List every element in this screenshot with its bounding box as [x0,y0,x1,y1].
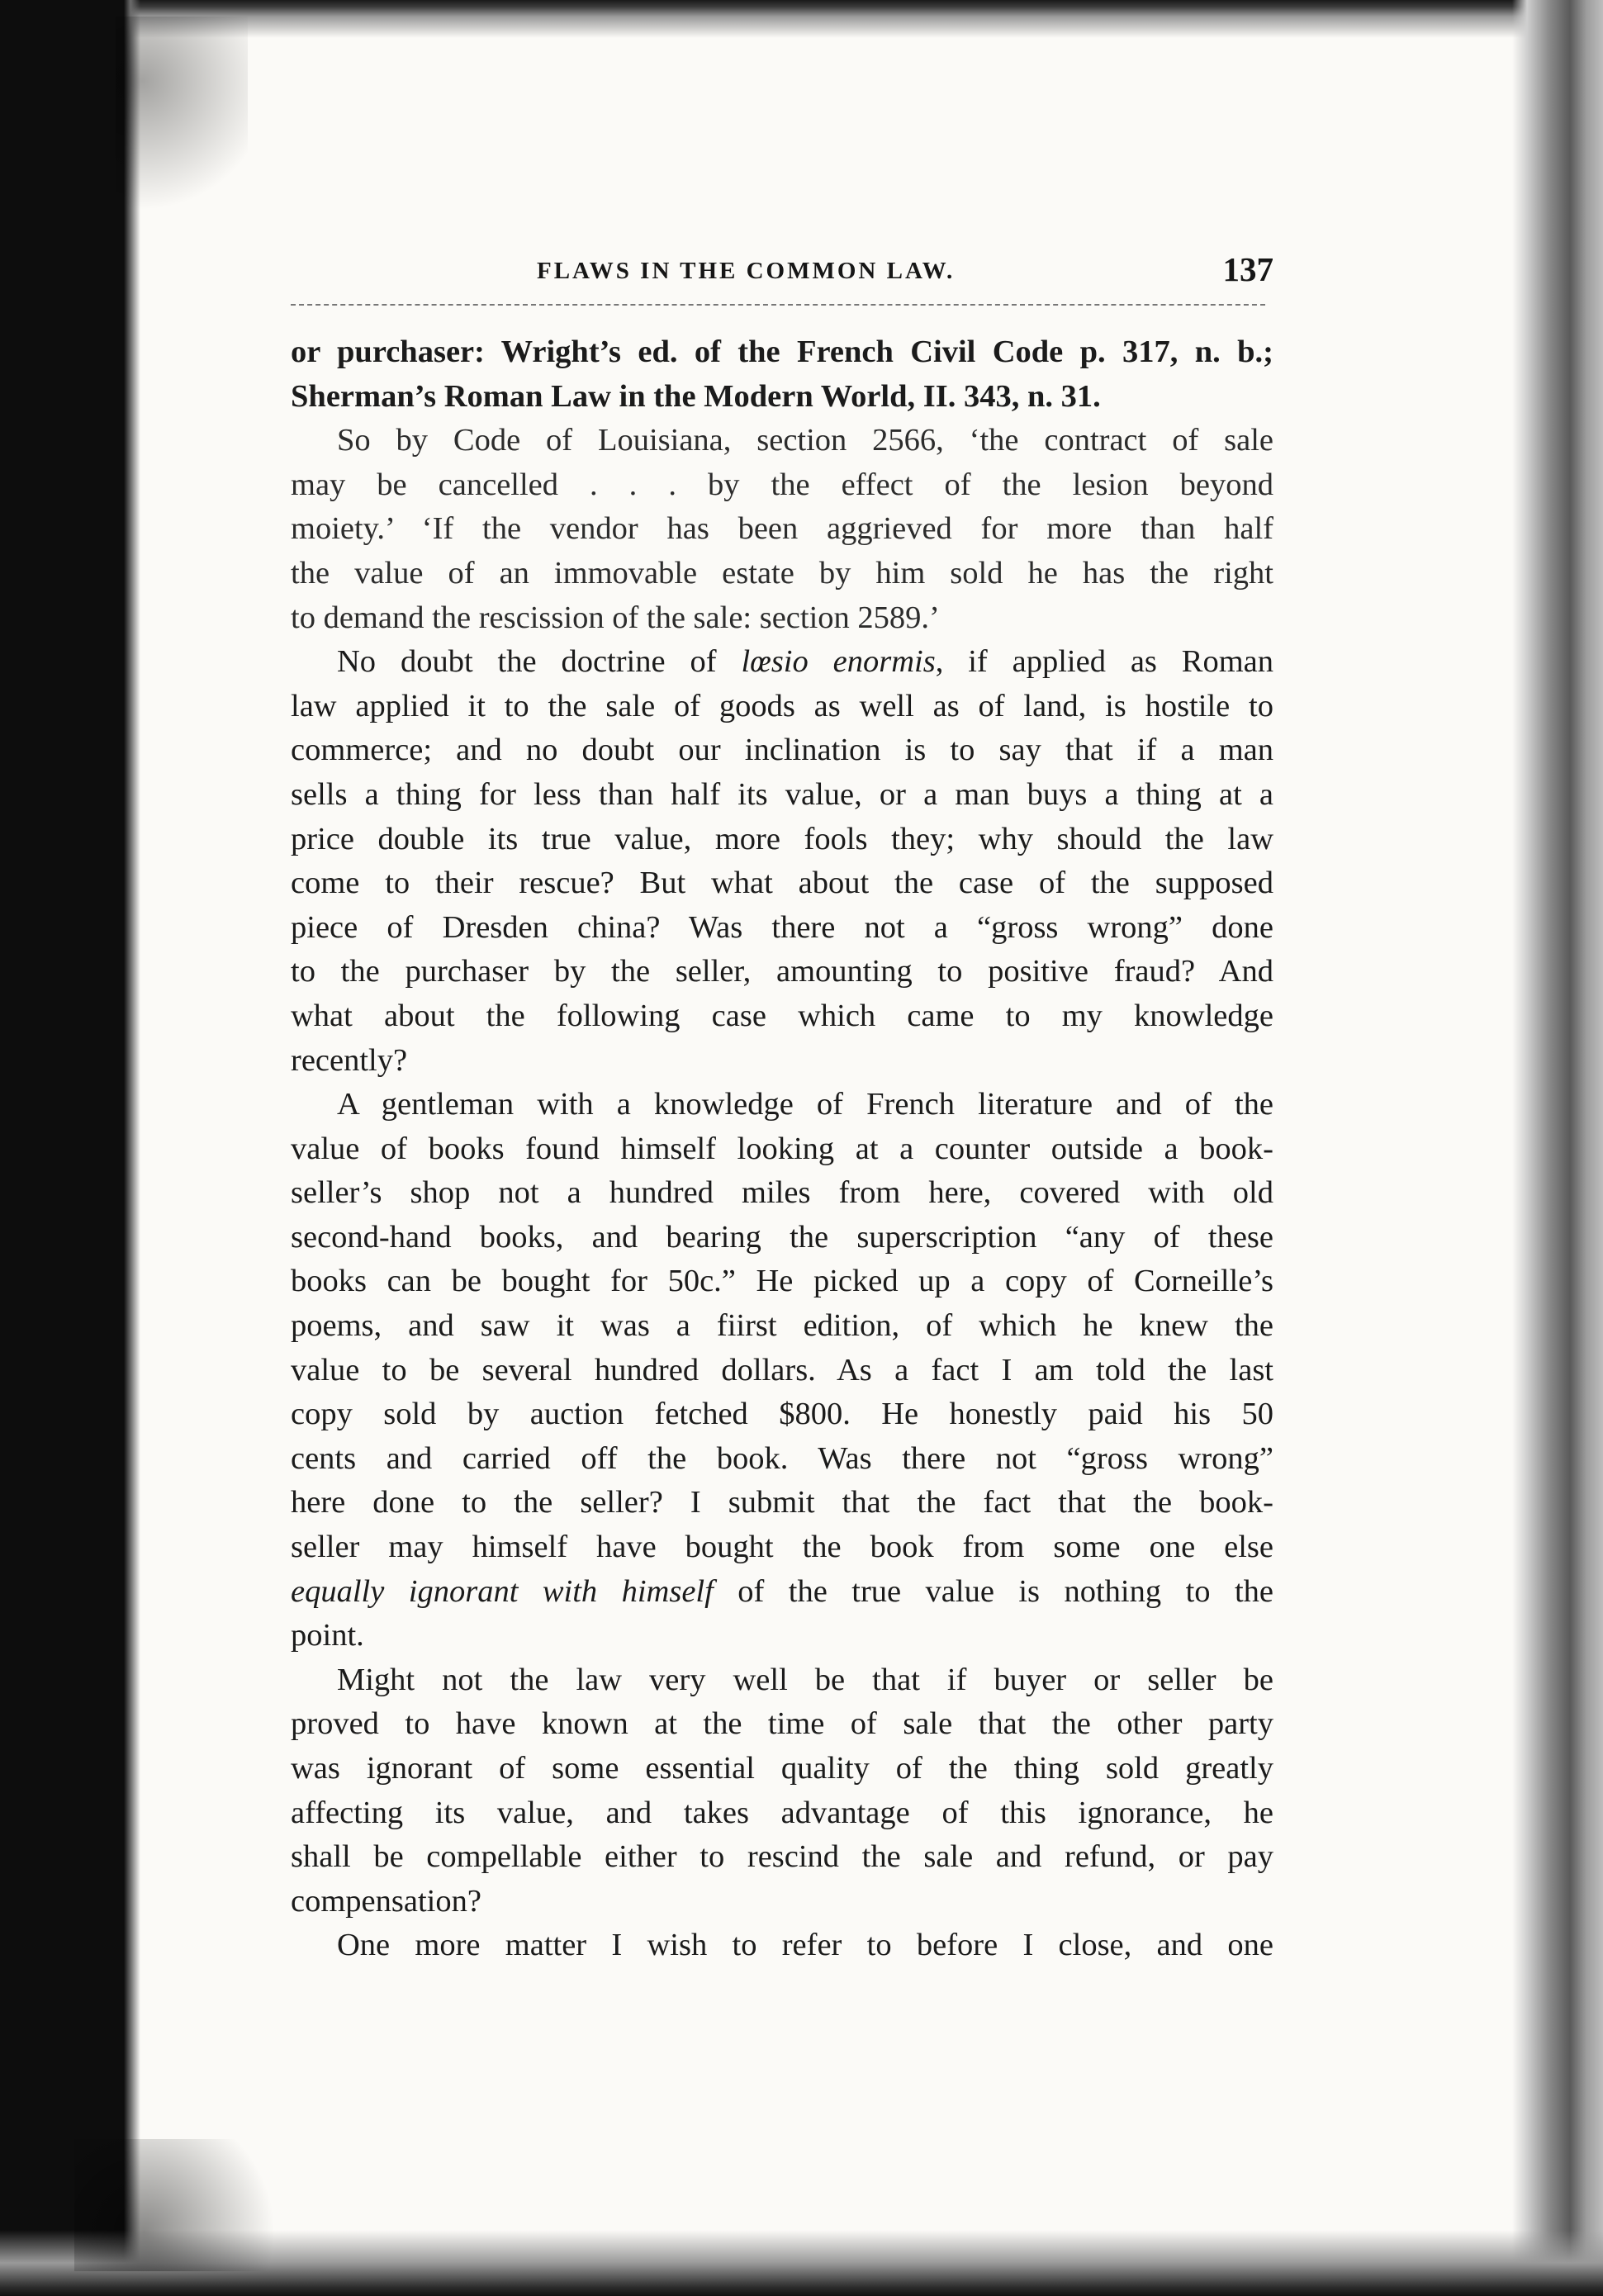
text-line: to the purchaser by the seller, amounting to positive fraud? And [291,954,1273,989]
text-line: what about the following case which came to my knowledge [291,998,1273,1033]
text-run: No doubt the doctrine of [337,644,742,680]
text-line: law applied it to the sale of goods as well as of land, is hostile to [291,688,1273,723]
scan-noise-corner [74,2139,306,2271]
text-line: or purchaser: Wright’s ed. of the French Civil Code p. 317, n. b.; [291,334,1273,369]
running-title: FLAWS IN THE COMMON LAW. [537,258,956,284]
text-line: commerce; and no doubt our inclination is to say that if a man [291,733,1273,768]
italic-phrase: equally ignorant with himself [291,1573,714,1609]
text-line: compensation? [291,1883,481,1919]
paragraph-1 [291,330,1273,419]
text-line [291,1570,1273,1615]
text-line: here done to the seller? I submit that the fact that the book- [291,1485,1273,1520]
text-line: may be cancelled . . . by the effect of the lesion beyond [291,467,1273,502]
text-line: sells a thing for less than half its value, or a man buys a thing at a [291,776,1273,812]
latin-term: lœsio enormis [741,644,936,680]
paragraph-6 [291,1924,1273,1968]
scan-binding-shadow [0,0,140,2296]
text-line: Might not the law very well be that if buyer or seller be [337,1662,1273,1697]
paragraph-4 [291,1083,1273,1658]
paragraph-5 [291,1658,1273,1924]
text-line: poems, and saw it was a fiirst edition, of which he knew the [291,1308,1273,1344]
text-line: the value of an immovable estate by him sold he has the right [291,555,1273,591]
body-text [291,330,1273,1968]
text-line: point. [291,1618,364,1653]
text-run: , if applied as Roman [935,644,1274,680]
text-line: books can be bought for 50c.” He picked up a copy of Corneille’s [291,1264,1273,1299]
text-line: seller’s shop not a hundred miles from here, covered with old [291,1175,1273,1211]
text-line: was ignorant of some essential quality of the thing sold greatly [291,1751,1273,1786]
text-line: cents and carried off the book. Was there not “gross wrong” [291,1440,1273,1476]
text-line: come to their rescue? But what about the case of the supposed [291,866,1273,901]
text-line: piece of Dresden china? Was there not a “gross wrong” done [291,909,1273,945]
text-line: copy sold by auction fetched $800. He honestly paid his 50 [291,1397,1273,1432]
text-line: to demand the rescission of the sale: section 2589.’ [291,600,940,635]
paragraph-2 [291,419,1273,640]
text-line: second-hand books, and bearing the superscription “any of these [291,1219,1273,1255]
text-line: shall be compellable either to rescind the sale and refund, or pay [291,1839,1273,1875]
text-line: One more matter I wish to refer to before I close, and one [337,1928,1273,1963]
text-line: seller may himself have bought the book from some one else [291,1530,1273,1565]
text-run: of the true value is nothing to the [713,1573,1273,1609]
text-line: A gentleman with a knowledge of French literature and of the [337,1087,1273,1122]
page-number: 137 [1222,250,1273,288]
page-header [291,250,1275,304]
scan-noise [116,17,248,231]
scan-right-edge [1512,0,1603,2296]
text-line: recently? [291,1042,408,1078]
text-line: affecting its value, and takes advantage of this ignorance, he [291,1795,1273,1830]
text-line [291,640,1273,685]
text-line: Sherman’s Roman Law in the Modern World, II. 343, n. 31. [291,378,1101,414]
text-line: proved to have known at the time of sale that the other party [291,1706,1273,1742]
paragraph-3 [291,640,1273,1083]
text-line: So by Code of Louisiana, section 2566, ‘the contract of sale [337,423,1273,458]
header-rule [291,304,1265,306]
text-line: price double its true value, more fools they; why should the law [291,821,1273,856]
text-line: value of books found himself looking at a counter outside a book- [291,1131,1273,1166]
text-line: moiety.’ ‘If the vendor has been aggrieved for more than half [291,511,1273,547]
text-line: value to be several hundred dollars. As a fact I am told the last [291,1352,1273,1388]
